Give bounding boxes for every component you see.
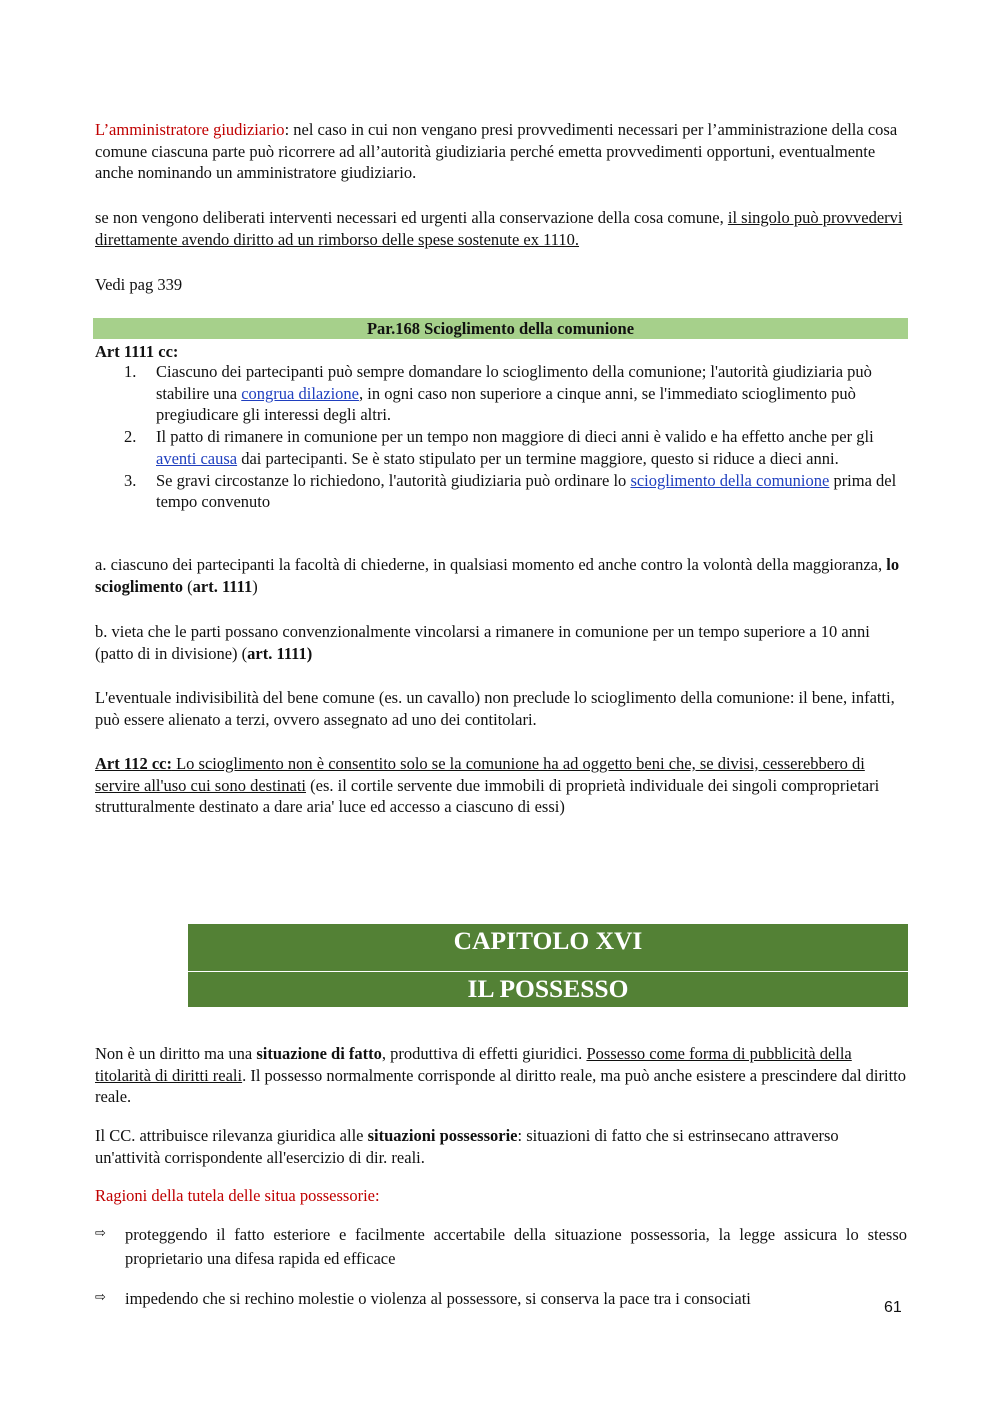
link-aventi-causa[interactable]: aventi causa bbox=[156, 448, 238, 468]
link-scioglimento-comunione[interactable]: scioglimento della comunione bbox=[630, 470, 830, 490]
list-number: 3. bbox=[124, 470, 137, 490]
possesso-p1-text: , produttiva di effetti giuridici. bbox=[381, 1044, 587, 1063]
reason-item bbox=[95, 1287, 907, 1311]
para-a-mid: ( bbox=[183, 576, 193, 596]
paragraph-d bbox=[95, 753, 907, 818]
chapter-title: IL POSSESSO bbox=[188, 972, 908, 1007]
para-d-article: Art 112 cc: bbox=[95, 754, 172, 773]
para-d-underlined: Lo scioglimento non è consentito solo se la comunione ha ad oggetto beni che, se divisi, cesserebbero di servire all'uso cui sono destinati bbox=[95, 754, 865, 795]
arrow-right-icon: ⇨ bbox=[95, 1290, 106, 1305]
possesso-p1-bold: situazione di fatto bbox=[256, 1044, 382, 1063]
list-item bbox=[95, 361, 907, 426]
chapter-number: CAPITOLO XVI bbox=[188, 924, 908, 971]
article-heading: Art 1111 cc: bbox=[95, 342, 179, 361]
intro-term: L’amministratore giudiziario bbox=[95, 120, 285, 139]
item-text: Se gravi circostanze lo richiedono, l'autorità giudiziaria può ordinare lo bbox=[156, 470, 631, 490]
item-text: Ciascuno dei partecipanti può sempre domandare lo scioglimento della comunione; l'autorità giudiziaria può stabilire una bbox=[156, 362, 872, 403]
reason-item bbox=[95, 1223, 907, 1271]
item-text: dai partecipanti. Se è stato stipulato per un termine maggiore, questo si riduce a dieci anni. bbox=[237, 448, 839, 468]
paragraph-b bbox=[95, 621, 907, 664]
intro-paragraph bbox=[95, 119, 907, 184]
possesso-paragraph-1 bbox=[95, 1043, 907, 1108]
para-b-text: b. vieta che le parti possano convenzionalmente vincolarsi a rimanere in comunione per un tempo superiore a 10 anni (patto di in divisione) ( bbox=[95, 622, 870, 663]
urgent-paragraph bbox=[95, 207, 907, 250]
reasons-heading: Ragioni della tutela delle situa possessorie: bbox=[95, 1186, 380, 1205]
see-page-text: Vedi pag 339 bbox=[95, 275, 183, 294]
list-number: 2. bbox=[124, 427, 137, 446]
list-item bbox=[95, 426, 907, 469]
reason-text: proteggendo il fatto esteriore e facilmente accertabile della situazione possessoria, la legge assicura lo stesso proprietario una difesa rapida ed efficace bbox=[125, 1225, 907, 1268]
intro-text: : nel caso in cui non vengano presi provvedimenti necessari per l’amministrazione della cosa comune ciascuna parte può ricorrere ad all’autorità giudiziaria perché emetta provvedimenti opportuni, eventualmente anche nominando un amministratore giudiziario. bbox=[95, 120, 898, 182]
item-text: prima del tempo convenuto bbox=[156, 470, 897, 511]
para-a-bold: lo scioglimento bbox=[95, 555, 900, 596]
list-item bbox=[95, 470, 907, 513]
section-heading-bar: Par.168 Scioglimento della comunione bbox=[93, 318, 908, 339]
possesso-p2-text: Il CC. attribuisce rilevanza giuridica alle bbox=[95, 1126, 368, 1145]
arrow-right-icon: ⇨ bbox=[95, 1226, 106, 1241]
para-d-text: (es. il cortile servente due immobili di proprietà individuale dei singoli comproprietari strutturalmente destinato a dare aria' luce ed accesso a ciascuno di essi) bbox=[95, 775, 880, 816]
item-text: Il patto di rimanere in comunione per un tempo non maggiore di dieci anni è valido e ha effetto anche per gli bbox=[156, 427, 874, 446]
para-a-end: ) bbox=[252, 576, 258, 596]
urgent-underlined: il singolo può provvedervi direttamente avendo diritto ad un rimborso delle spese sostenute ex 1110. bbox=[95, 208, 903, 249]
possesso-p2-bold: situazioni possessorie bbox=[367, 1126, 518, 1145]
possesso-p1-text: . Il possesso normalmente corrisponde al diritto reale, ma può anche esistere a prescindere dal diritto reale. bbox=[95, 1065, 906, 1106]
para-a-text: a. ciascuno dei partecipanti la facoltà di chiederne, in qualsiasi momento ed anche contro la volontà della maggioranza, bbox=[95, 555, 887, 574]
item-text: , in ogni caso non superiore a cinque anni, se l'immediato scioglimento può pregiudicare gli interessi degli altri. bbox=[156, 383, 856, 424]
reason-text: impedendo che si rechino molestie o violenza al possessore, si conserva la pace tra i consociati bbox=[125, 1289, 751, 1308]
para-c-text: L'eventuale indivisibilità del bene comune (es. un cavallo) non preclude lo scioglimento della comunione: il bene, infatti, può essere alienato a terzi, ovvero assegnato ad uno dei contitolari. bbox=[95, 688, 895, 729]
para-b-article: art. 1111) bbox=[247, 643, 313, 663]
page-number: 61 bbox=[884, 1299, 902, 1316]
possesso-paragraph-2 bbox=[95, 1125, 907, 1168]
possesso-p1-text: Non è un diritto ma una bbox=[95, 1044, 257, 1063]
link-congrua-dilazione[interactable]: congrua dilazione bbox=[241, 383, 359, 403]
article-list bbox=[95, 361, 907, 513]
list-number: 1. bbox=[124, 362, 137, 381]
possesso-p2-text: : situazioni di fatto che si estrinsecano attraverso un'attività corrispondente all'esercizio di dir. reali. bbox=[95, 1126, 839, 1167]
paragraph-a bbox=[95, 554, 907, 597]
urgent-text: se non vengono deliberati interventi necessari ed urgenti alla conservazione della cosa comune, bbox=[95, 208, 728, 227]
para-a-article: art. 1111 bbox=[192, 576, 253, 596]
see-page-note bbox=[95, 274, 907, 296]
possesso-p1-underlined: Possesso come forma di pubblicità della titolarità di diritti reali bbox=[95, 1044, 852, 1085]
paragraph-c bbox=[95, 687, 907, 730]
